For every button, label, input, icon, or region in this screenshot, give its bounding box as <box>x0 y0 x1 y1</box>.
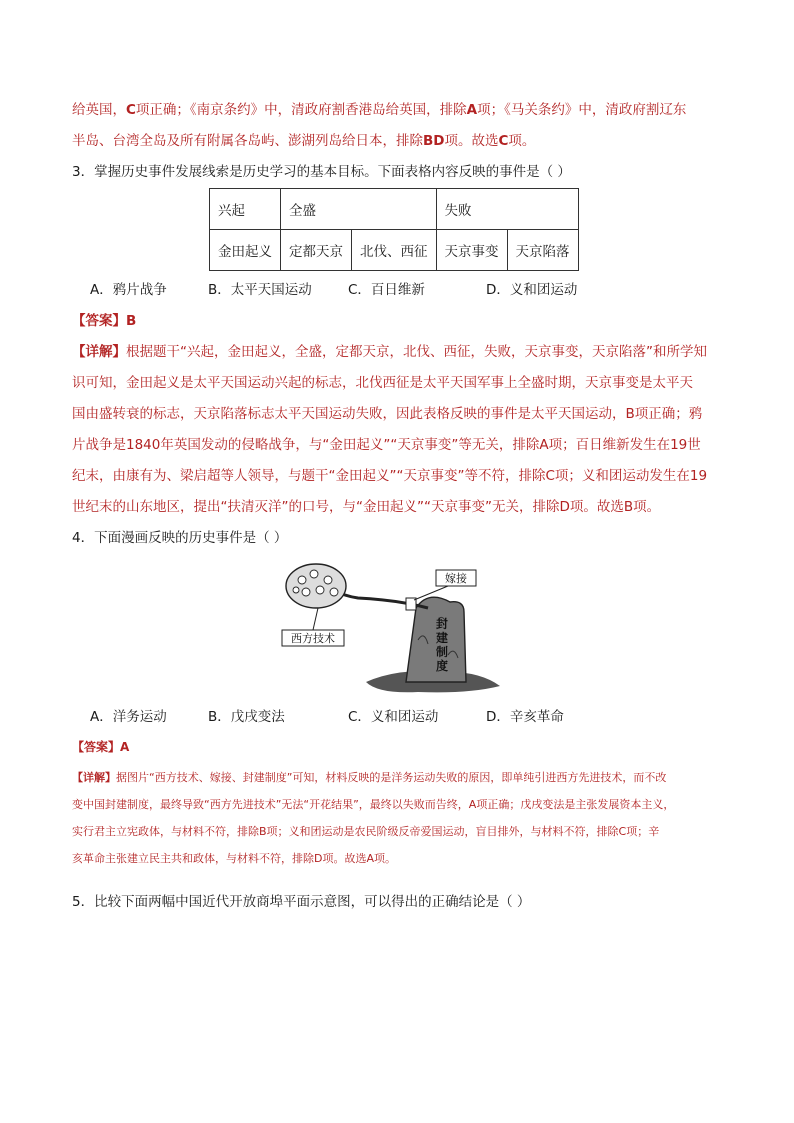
prev-detail-line-1 <box>72 100 722 120</box>
option-letter: C <box>498 133 509 149</box>
text-run: 根据题干“兴起，金田起义，全盛，定都天京，北伐、西征，失败，天京事变，天京陷落”和所学知 <box>126 344 707 360</box>
text-run: 给英国， <box>72 102 126 118</box>
question-3-stem: 3．掌握历史事件发展线索是历史学习的基本目标。下面表格内容反映的事件是（ ） <box>72 164 571 180</box>
table-cell-peak: 全盛 <box>281 189 437 230</box>
trunk-label-char: 制 <box>435 645 449 659</box>
text-run: 据图片“西方技术、嫁接、封建制度”可知，材料反映的是洋务运动失败的原因，即单纯引进西方先进技术，而不改 <box>116 771 667 784</box>
option-b[interactable]: B．太平天国运动 <box>208 282 312 298</box>
table-cell-rise: 兴起 <box>210 189 281 230</box>
question-3-detail-line: 国由盛转衰的标志，天京陷落标志太平天国运动失败，因此表格反映的事件是太平天国运动，B项正确；鸦 <box>72 406 703 422</box>
text-run: 项；《马关条约》中，清政府割辽东 <box>477 102 687 118</box>
question-3-detail-line: 世纪末的山东地区，提出“扶清灭洋”的口号，与“金田起义”“天京事变”无关，排除D项。故选B项。 <box>72 499 661 515</box>
answer-value: A <box>120 740 130 754</box>
tech-pointer <box>313 608 318 630</box>
table-cell: 天京陷落 <box>507 230 578 271</box>
tech-label: 西方技术 <box>291 632 335 645</box>
trunk-label-char: 建 <box>435 631 449 645</box>
prev-detail-line-2 <box>72 131 722 151</box>
answer-value: B <box>126 313 137 329</box>
graft-label: 嫁接 <box>445 572 467 585</box>
table-cell: 金田起义 <box>210 230 281 271</box>
table-cell: 定都天京 <box>281 230 352 271</box>
table-row <box>210 230 579 271</box>
option-letter: A <box>466 102 478 118</box>
option-a[interactable]: A．鸦片战争 <box>90 282 167 298</box>
table-cell-fall: 失败 <box>436 189 578 230</box>
answer-label: 【答案】 <box>72 740 121 754</box>
table-cell: 北伐、西征 <box>352 230 437 271</box>
table-cell: 天京事变 <box>436 230 507 271</box>
question-4-detail-line: 实行君主立宪政体，与材料不符，排除B项；义和团运动是农民阶级反帝爱国运动，盲目排外，与材料不符，排除C项；辛 <box>72 825 660 838</box>
option-b[interactable]: B．戊戌变法 <box>208 709 285 725</box>
detail-label: 【详解】 <box>72 344 126 360</box>
events-table <box>209 188 579 271</box>
question-5-stem: 5．比较下面两幅中国近代开放商埠平面示意图，可以得出的正确结论是（ ） <box>72 894 531 910</box>
question-3-detail-line: 纪末，由康有为、梁启超等人领导，与题干“金田起义”“天京事变”等不符，排除C项；义和团运动发生在19 <box>72 468 708 484</box>
option-c[interactable]: C．百日维新 <box>348 282 425 298</box>
question-4-detail-line <box>72 764 722 791</box>
text-run: 项。故选 <box>444 133 499 149</box>
option-a[interactable]: A．洋务运动 <box>90 709 167 725</box>
question-4-stem: 4．下面漫画反映的历史事件是（ ） <box>72 530 288 546</box>
question-4-detail-line: 亥革命主张建立民主共和政体，与材料不符，排除D项。故选A项。 <box>72 852 396 865</box>
question-3-detail-line: 识可知，金田起义是太平天国运动兴起的标志，北伐西征是太平天国军事上全盛时期，天京事变是太平天 <box>72 375 693 391</box>
question-3-detail-line: 片战争是1840年英国发动的侵略战争，与“金田起义”“天京事变”等无关，排除A项；百日维新发生在19世 <box>72 437 701 453</box>
question-3-detail-line <box>72 342 722 362</box>
answer-label: 【答案】 <box>72 313 126 329</box>
text-run: 项。 <box>508 133 536 149</box>
text-run: 半岛、台湾全岛及所有附属各岛屿、澎湖列岛给日本，排除 <box>72 133 423 149</box>
trunk-label-char: 封 <box>435 617 449 631</box>
option-letter: C <box>126 102 136 118</box>
table-header-row <box>210 189 579 230</box>
trunk-label-char: 度 <box>435 659 449 673</box>
question-4-answer <box>72 737 129 757</box>
option-letter: BD <box>423 133 445 149</box>
option-d[interactable]: D．义和团运动 <box>486 282 578 298</box>
detail-label: 【详解】 <box>72 771 116 784</box>
question-4-detail-line: 变中国封建制度，最终导致“西方先进技术”无法“开花结果”，最终以失败而告终，A项正确；戊戌变法是主张发展资本主义， <box>72 798 675 811</box>
option-d[interactable]: D．辛亥革命 <box>486 709 564 725</box>
question-3-answer <box>72 311 136 331</box>
cartoon-illustration <box>278 560 518 696</box>
text-run: 项正确；《南京条约》中，清政府割香港岛给英国，排除 <box>135 102 467 118</box>
option-c[interactable]: C．义和团运动 <box>348 709 439 725</box>
